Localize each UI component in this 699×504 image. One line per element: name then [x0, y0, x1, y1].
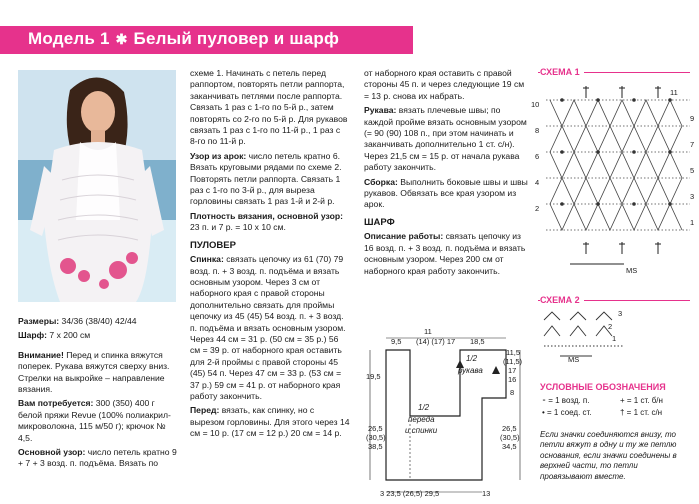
schema1-ms-label: MS — [626, 266, 638, 275]
double-crochet-icon: † — [620, 408, 627, 417]
schema1-row-right-4: 5 — [690, 166, 695, 175]
back-paragraph — [190, 254, 350, 402]
pattern-dim-top-185: 18,5 — [470, 337, 485, 346]
pullover-heading: ПУЛОВЕР — [190, 239, 236, 251]
density-paragraph — [190, 211, 350, 234]
legend-item-dc: † = 1 ст. с/н — [620, 408, 663, 417]
schema1-chart — [540, 82, 698, 272]
front-text: вязать, как спинку, но с вырезом горловины. Для этого через 14 см = 10 р. (17 см = 12 р.) 20 см = 14 р. — [190, 405, 350, 439]
pattern-dim-top-mid: (14) (17) 17 — [416, 337, 456, 346]
body-half-label: 1/2 — [418, 403, 430, 412]
legend-note: Если значки соединяются внизу, то петли вяжут в одну и ту же петлю основания, если значки соединены в верхней части, то петли провязывают вместе. — [540, 430, 677, 481]
model-photo — [18, 70, 176, 302]
sizes-paragraph — [18, 316, 180, 327]
slip-stitch-icon: • — [542, 408, 548, 417]
attention-text: Перед и спинка вяжутся поперек. Рукава вяжутся сверху вниз. Стрелки на выкройке – направление вязания. — [18, 349, 170, 395]
schema1-row-right-1: 11 — [670, 88, 678, 97]
sleeve-label: рукава — [458, 366, 483, 375]
schema1-row-left-2: 8 — [535, 126, 540, 135]
arch-label: Узор из арок: — [190, 150, 247, 161]
model-number: Модель 1 — [28, 29, 110, 48]
sleeve-half-label: 1/2 — [466, 354, 478, 363]
front-label: переда — [408, 415, 435, 424]
pattern-dim-bottom: 3 23,5 (26,5) 29,5 — [380, 489, 440, 498]
text-column-1 — [18, 316, 180, 473]
density-text: 23 п. и 7 р. = 10 x 10 см. — [190, 222, 286, 233]
woman-illustration — [18, 70, 176, 302]
back-label-diagram: и спинки — [405, 426, 438, 435]
front-continued-paragraph: от наборного края оставить с правой стороны 45 п. и через следующие 19 см = 13 р. снова их набрать. — [364, 68, 525, 101]
assembly-text: Выполнить боковые швы и швы рукавов. Обвязать все края узором из арок. — [364, 176, 528, 210]
model-title: Белый пуловер и шарф — [133, 29, 340, 48]
scarf-label: Шарф: — [18, 330, 48, 341]
materials-label: Вам потребуется: — [18, 398, 94, 409]
front-paragraph — [190, 405, 350, 439]
pattern-dim-right-8: 8 — [510, 388, 515, 397]
schema2-label: СХЕМА 2 — [540, 295, 584, 305]
schema1-row-left-5: 2 — [535, 204, 540, 213]
text-column-3 — [364, 68, 530, 280]
scarf-value: 7 x 200 см — [47, 330, 91, 341]
pattern-dim-right-bottom-3: 34,5 — [502, 442, 517, 451]
text-column-2 — [190, 68, 350, 443]
schema1-row-left-3: 6 — [535, 152, 540, 161]
schema2-row-2: 2 — [608, 322, 613, 331]
schema1-label: СХЕМА 1 — [540, 67, 584, 77]
main-pattern-text: число петель кратно 9 + 7 + 3 возд. п. подъёма. Вязать по — [18, 447, 177, 469]
schema2-row-3: 3 — [618, 309, 623, 318]
sleeves-paragraph — [364, 105, 530, 173]
schema2-ms-label: MS — [568, 355, 580, 364]
pattern-dim-right-bottom-2: (30,5) — [500, 433, 520, 442]
attention-paragraph — [18, 350, 180, 396]
single-crochet-icon: + — [620, 396, 627, 405]
pattern-dim-top-11: 11 — [424, 327, 432, 336]
density-label: Плотность вязания, основной узор: — [190, 210, 343, 221]
schema1-row-right-3: 7 — [690, 140, 695, 149]
attention-label: Внимание! — [18, 349, 64, 360]
chain-icon: ⁃ — [542, 396, 549, 405]
header-banner — [0, 26, 413, 54]
page-title — [28, 29, 339, 49]
pattern-dim-right-bottom-1: 26,5 — [502, 424, 517, 433]
legend-title: УСЛОВНЫЕ ОБОЗНАЧЕНИЯ — [540, 382, 666, 392]
materials-text: 300 (350) 400 г белой пряжи Revue (100% полиакрил-микроволокна, 115 м/50 г); крючок № 4,5. — [18, 398, 171, 443]
assembly-label: Сборка: — [364, 176, 398, 187]
schema1-row-left-4: 4 — [535, 178, 540, 187]
scarf-desc-paragraph — [364, 231, 530, 277]
scheme-paragraph: схеме 1. Начинать с петель перед раппортом, повторять петли раппорта, заканчивать петлями после раппорта. Связать 1 раз с 1-го по 5-й р., затем повторять со 2-го по 5-й р. Для рукавов связать 1 раз с 1-го по 11-й р., 1 раз с 8-го по 11-й р. — [190, 68, 348, 147]
pattern-dim-left-bottom-1: 26,5 — [368, 424, 383, 433]
front-label: Перед: — [190, 405, 220, 416]
schema1-row-right-6: 1 — [690, 218, 695, 227]
materials-paragraph — [18, 398, 180, 444]
main-pattern-paragraph — [18, 447, 180, 470]
sleeves-text: вязать плечевые швы; по каждой пройме вязать основным узором (= 90 (90) 108 п., при этом начинать и заканчивать дополнительно 1 ст. с/н). Через 21,5 см = 15 р. от начала рукава работу закончить. — [364, 105, 527, 173]
main-pattern-label: Основной узор: — [18, 447, 86, 458]
star-icon: ✱ — [115, 31, 128, 47]
legend-item-chain: ⁃ = 1 возд. п. — [542, 396, 590, 405]
scarf-desc-text: связать цепочку из 16 возд. п. + 3 возд. п. подъёма и вязать основным узором. Через 200 см от наборного края работу закончить. — [364, 231, 526, 276]
arch-paragraph — [190, 151, 350, 208]
back-label: Спинка: — [190, 254, 224, 265]
schema1-row-right-5: 3 — [690, 192, 695, 201]
pattern-dim-left-bottom-2: (30,5) — [366, 433, 386, 442]
schema2-row-1: 1 — [612, 334, 617, 343]
pattern-dim-top-95: 9,5 — [391, 337, 402, 346]
pattern-dim-right-1: 11,5 — [506, 348, 521, 357]
pattern-dim-left-bottom-3: 38,5 — [368, 442, 383, 451]
scarf-heading: ШАРФ — [364, 216, 395, 228]
sizes-value: 34/36 (38/40) 42/44 — [59, 316, 137, 326]
legend-item-sc: + = 1 ст. б/н — [620, 396, 663, 405]
assembly-paragraph — [364, 177, 530, 211]
scarf-desc-label: Описание работы: — [364, 231, 444, 242]
sizes-label: Размеры: — [18, 316, 60, 326]
back-text: связать цепочку из 61 (70) 79 возд. п. + 3 возд. п. подъёма и вязать основным узором. Через 3 см от наборного края с правой стороны дополнительно связать для проймы цепочку из 45 (45) 54 возд. п. + 3 возд. п. подъёма и вязать основным узором. Через 44 см = 31 р. (50 см = 35 р.) 56 см = 39 р. от наборного края оставить для 2-й проймы с правой стороны 45 (45) 54 п. Через 47 см = 33 р. (53 см = 37 р.) 59 см = 41 р. от наборного края работу закончить. — [190, 254, 346, 401]
legend-item-slip: • = 1 соед. ст. — [542, 408, 592, 417]
pattern-dim-bottom-13: 13 — [482, 489, 491, 498]
schema1-row-right-2: 9 — [690, 114, 695, 123]
pattern-dim-right-2: (11,5) — [503, 357, 523, 366]
pattern-dim-right-4: 16 — [508, 375, 517, 384]
schema1-row-left-1: 10 — [531, 100, 540, 109]
scarf-paragraph — [18, 330, 180, 341]
arch-text: число петель кратно 6. Вязать круговыми рядами по схеме 2. Повторять петли раппорта. Связать 1 раз с 1-го по 3-й р., для выреза горловины связать 1 раз 1-й и 2-й р. — [190, 150, 342, 207]
pattern-dim-right-3: 17 — [508, 366, 517, 375]
sleeves-label: Рукава: — [364, 105, 397, 116]
pattern-dim-left-195: 19,5 — [366, 372, 381, 381]
